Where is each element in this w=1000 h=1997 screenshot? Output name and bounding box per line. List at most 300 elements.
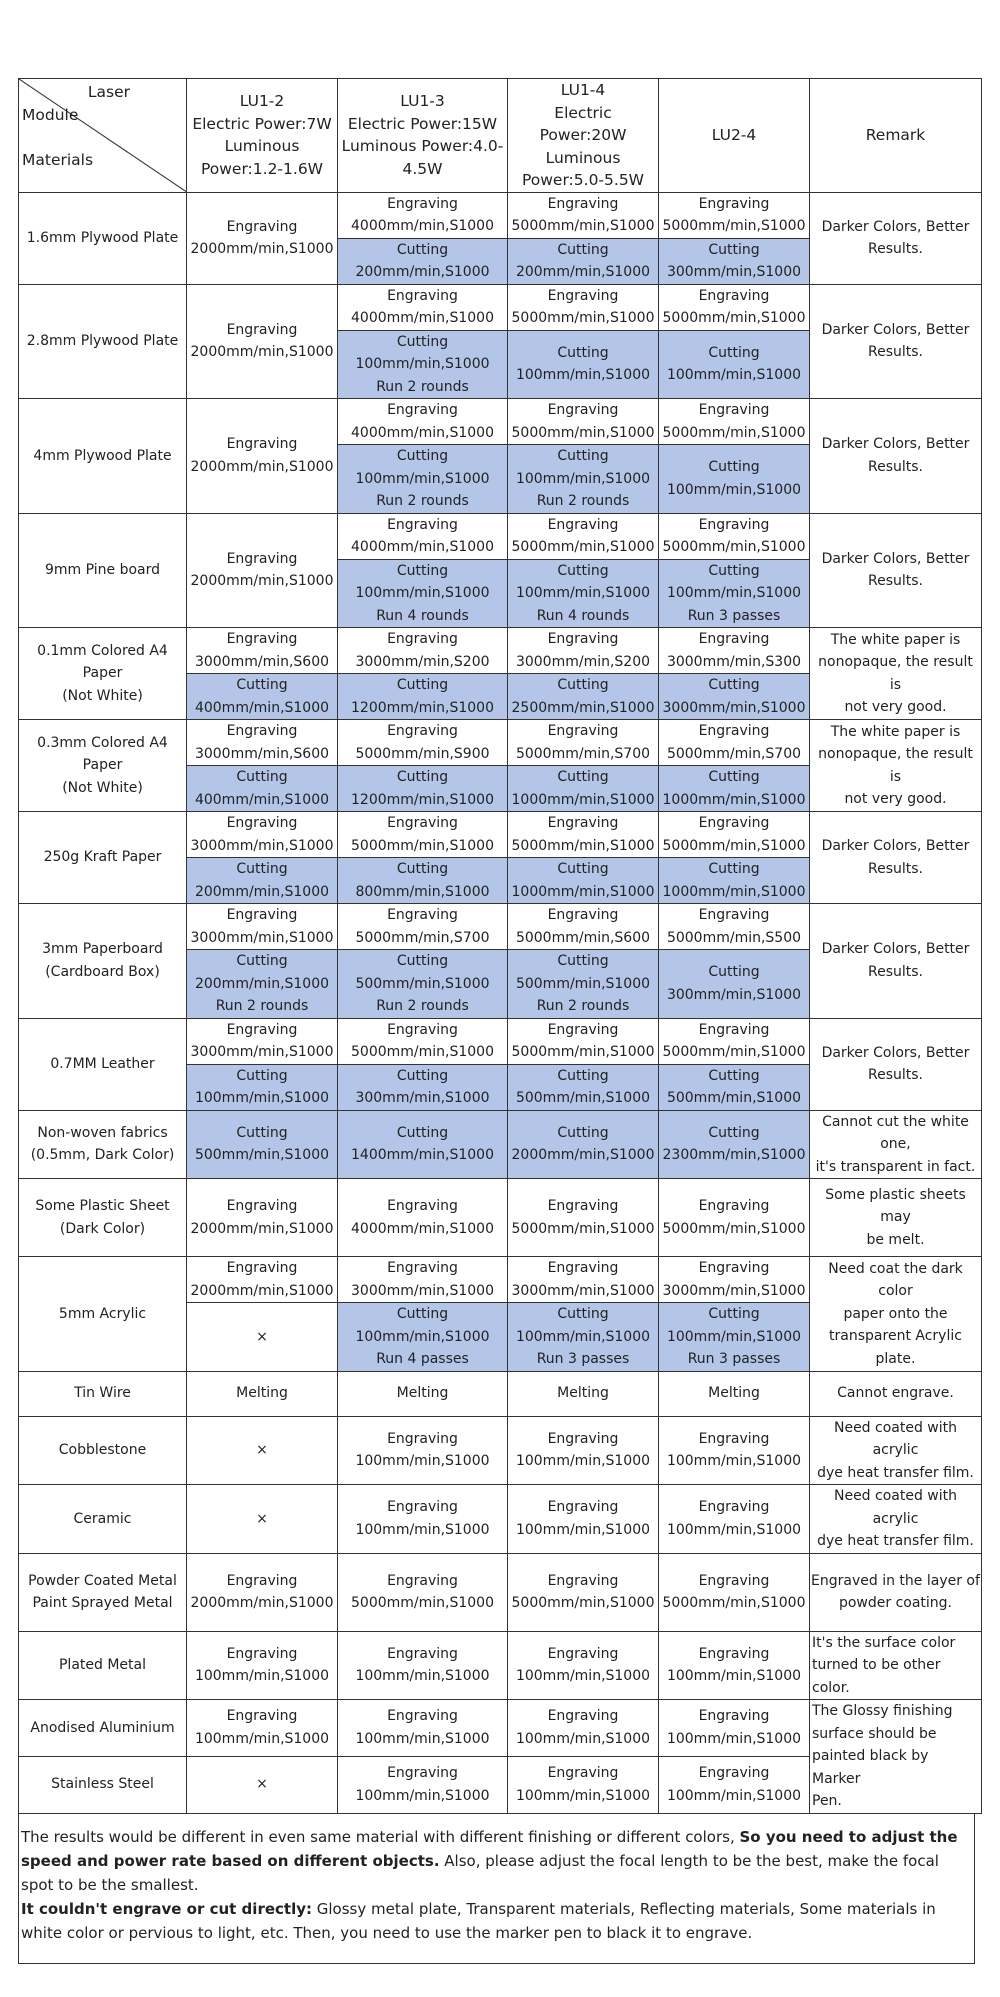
cell-line: (Not White): [62, 687, 143, 704]
settings-sheet: [18, 78, 981, 1964]
cell-line: Run 2 rounds: [376, 998, 469, 1014]
material-cell: [19, 1756, 187, 1813]
cell-line: Engraving: [547, 1572, 619, 1589]
cell-line: 0.1mm Colored A4: [37, 642, 168, 659]
material-cell: [19, 1631, 187, 1700]
cell-line: Electric Power:7W: [192, 114, 332, 133]
cell-line: Cutting: [396, 1067, 449, 1084]
cell-line: Electric Power:20W: [539, 103, 627, 144]
cell-line: 5000mm/min,S1000: [511, 1220, 655, 1237]
cell-line: Run 2 rounds: [215, 998, 309, 1014]
cell-line: 3000mm/min,S1000: [190, 837, 334, 854]
cell-line: 1200mm/min,S1000: [351, 791, 494, 808]
cell-line: Luminous: [224, 137, 300, 156]
cell-line: Cobblestone: [58, 1442, 147, 1458]
cell-line: (0.5mm, Dark Color): [30, 1147, 175, 1164]
cell-line: 800mm/min,S1000: [355, 883, 490, 900]
cell-line: 4000mm/min,S1000: [351, 1220, 494, 1237]
cell-line: Cutting: [708, 241, 760, 258]
cell-line: Cutting: [396, 241, 449, 258]
cell-line: The Glossy finishing: [812, 1703, 953, 1719]
cell-line: 100mm/min,S1000: [515, 367, 651, 384]
cell-line: Cutting: [708, 677, 760, 693]
cell-line: 3000mm/min,S200: [515, 653, 651, 670]
cell-line: 5000mm/min,S1000: [351, 1595, 494, 1611]
cell-line: Need coat the dark color: [828, 1260, 963, 1299]
material-cell: [19, 399, 187, 514]
cell-line: Engraving: [387, 631, 458, 647]
cell-line: Results.: [867, 344, 923, 361]
cell-line: Cutting: [708, 562, 760, 579]
cell-line: 0.7MM Leather: [50, 1055, 155, 1072]
cell-line: Darker Colors, Better: [821, 321, 970, 338]
cell-line: Run 3 passes: [687, 607, 781, 624]
cell-line: 1000mm/min,S1000: [662, 791, 806, 808]
remark-cell: [810, 720, 982, 812]
cell-line: 200mm/min,S1000: [194, 883, 330, 900]
remark-cell: [810, 1553, 982, 1631]
cutting-setting-cell: [338, 766, 508, 812]
cell-line: 100mm/min,S1000: [666, 1521, 802, 1538]
cell-line: be melt.: [866, 1231, 925, 1248]
cell-line: 100mm/min,S1000: [666, 1453, 802, 1470]
cutting-setting-cell: [508, 950, 659, 1019]
cell-line: Engraving: [698, 1260, 770, 1276]
remark-cell: [810, 812, 982, 904]
remark-cell: [810, 399, 982, 514]
cell-line: Engraving: [226, 1260, 298, 1276]
cell-line: Cutting: [396, 769, 449, 785]
cell-line: Engraving: [387, 1021, 458, 1038]
cell-line: Cutting: [396, 1124, 449, 1141]
engraving-setting-cell: [338, 628, 508, 674]
engraving-setting-cell: [187, 1631, 338, 1700]
cell-line: Melting: [557, 1385, 609, 1402]
cutting-setting-cell: [338, 559, 508, 628]
cell-line: Plated Metal: [58, 1657, 146, 1673]
remark-cell: [810, 1700, 982, 1814]
cell-line: Cutting: [557, 241, 609, 258]
cell-line: 5000mm/min,S700: [666, 745, 802, 762]
cell-line: 100mm/min,S1000: [194, 1668, 330, 1685]
cell-line: Engraving: [387, 195, 458, 212]
table-row: [19, 1110, 982, 1179]
cell-line: Engraving: [387, 1198, 458, 1214]
cell-line: 2000mm/min,S1000: [190, 241, 334, 257]
cell-line: Engraving: [226, 1572, 298, 1589]
remark-cell: [810, 1179, 982, 1257]
cell-line: Cutting: [396, 677, 449, 693]
table-row: [19, 1257, 982, 1303]
cell-line: Melting: [708, 1385, 760, 1402]
engraving-setting-cell: [659, 284, 810, 330]
cell-line: 2000mm/min,S1000: [190, 573, 334, 590]
cutting-setting-cell: [659, 858, 810, 904]
remark-cell: [810, 628, 982, 720]
engraving-setting-cell: [187, 399, 338, 514]
column-header-remark: [810, 79, 982, 193]
cell-line: 5000mm/min,S1000: [662, 218, 806, 234]
cell-line: Engraving: [698, 1765, 770, 1782]
cell-line: Cutting: [557, 1124, 609, 1141]
cutting-setting-cell: [508, 766, 659, 812]
cell-line: 1200mm/min,S1000: [351, 699, 494, 716]
cell-line: Engraving: [387, 402, 458, 418]
cell-line: ×: [256, 1510, 268, 1527]
material-cell: [19, 628, 187, 720]
cell-line: Cutting: [557, 344, 609, 361]
column-header-lu1-2: [187, 79, 338, 193]
cell-line: Cutting: [708, 1306, 760, 1322]
cell-line: paper onto the: [843, 1305, 948, 1322]
cell-line: Darker Colors, Better: [821, 838, 970, 854]
cell-line: 100mm/min,S1000: [666, 1668, 802, 1685]
cell-line: Cutting: [396, 448, 449, 464]
engraving-setting-cell: [659, 1416, 810, 1485]
cell-line: Engraving: [547, 907, 619, 923]
cell-line: Engraving: [226, 1198, 298, 1214]
cell-line: 4000mm/min,S1000: [351, 310, 494, 326]
cell-line: 500mm/min,S1000: [194, 1147, 330, 1164]
cell-line: Electric Power:15W: [347, 114, 498, 133]
cell-line: Engraving: [226, 1708, 298, 1725]
cell-line: Cutting: [708, 964, 760, 981]
engraving-setting-cell: [338, 1631, 508, 1700]
cell-line: Cutting: [236, 769, 288, 785]
cutting-setting-cell: [659, 950, 810, 1019]
cell-line: Engraving: [226, 1021, 298, 1038]
cell-line: 5000mm/min,S1000: [511, 218, 655, 234]
engraving-setting-cell: [338, 720, 508, 766]
cutting-setting-cell: [508, 858, 659, 904]
table-row: [19, 1631, 982, 1700]
engraving-setting-cell: [338, 192, 508, 238]
cell-line: 100mm/min,S1000: [515, 1787, 651, 1804]
column-header-lu1-4: [508, 79, 659, 193]
cell-line: Engraving: [226, 550, 298, 567]
cell-line: Engraving: [226, 631, 298, 647]
cell-line: Engraving: [387, 516, 458, 533]
cell-line: The white paper is: [830, 631, 961, 648]
engraving-setting-cell: [508, 284, 659, 330]
material-cell: [19, 1018, 187, 1110]
material-cell: [19, 513, 187, 628]
engraving-setting-cell: [659, 1257, 810, 1303]
cell-line: 100mm/min,S1000: [355, 1453, 490, 1470]
cell-line: Cutting: [708, 344, 760, 361]
engraving-setting-cell: [659, 1371, 810, 1416]
corner-label-materials: Materials: [22, 151, 94, 169]
engraving-setting-cell: [187, 1371, 338, 1416]
engraving-setting-cell: [659, 812, 810, 858]
remark-cell: [810, 904, 982, 1019]
cell-line: 4.5W: [402, 159, 443, 178]
cell-line: Cutting: [557, 677, 609, 693]
material-cell: [19, 1553, 187, 1631]
engraving-setting-cell: [338, 1756, 508, 1813]
cell-line: 5000mm/min,S1000: [662, 1220, 806, 1237]
cell-line: Engraving: [698, 402, 770, 418]
cell-line: Engraving: [547, 1021, 619, 1038]
cell-line: 5mm Acrylic: [58, 1305, 147, 1322]
table-row: [19, 1179, 982, 1257]
table-row: [19, 1485, 982, 1554]
remark-cell: [810, 513, 982, 628]
cell-line: 100mm/min,S1000: [194, 1090, 330, 1106]
cell-line: Engraving: [547, 1198, 619, 1214]
cell-line: 100mm/min,S1000: [515, 585, 651, 601]
cell-line: 5000mm/min,S1000: [662, 1595, 806, 1611]
cutting-setting-cell: [187, 858, 338, 904]
engraving-setting-cell: [338, 399, 508, 445]
engraving-setting-cell: [659, 1756, 810, 1813]
cell-line: Engraving: [698, 723, 770, 739]
engraving-setting-cell: [338, 1416, 508, 1485]
cell-line: 5000mm/min,S700: [515, 745, 651, 762]
material-cell: [19, 812, 187, 904]
cell-line: 300mm/min,S1000: [355, 1090, 490, 1106]
cell-line: (Dark Color): [59, 1220, 146, 1237]
remark-cell: [810, 1257, 982, 1372]
engraving-setting-cell: [508, 904, 659, 950]
cell-line: not very good.: [844, 699, 947, 715]
engraving-setting-cell: [338, 1179, 508, 1257]
cell-line: Darker Colors, Better: [821, 218, 970, 235]
cell-line: Need coated with acrylic: [833, 1419, 958, 1458]
cutting-setting-cell: [659, 1110, 810, 1179]
cutting-setting-cell: [187, 674, 338, 720]
cell-line: Cutting: [236, 861, 288, 877]
cutting-setting-cell: [659, 445, 810, 514]
cell-line: Run 3 passes: [687, 1351, 781, 1367]
cell-line: It's the surface color: [812, 1634, 956, 1651]
remark-cell: [810, 1110, 982, 1179]
engraving-setting-cell: [508, 1553, 659, 1631]
cutting-setting-cell: [659, 559, 810, 628]
cell-line: 5000mm/min,S700: [355, 929, 490, 946]
cell-line: powder coating.: [838, 1595, 953, 1611]
cell-line: 4000mm/min,S1000: [351, 424, 494, 441]
engraving-setting-cell: [508, 720, 659, 766]
engraving-setting-cell: [659, 1631, 810, 1700]
cell-line: Results.: [867, 963, 923, 980]
cutting-setting-cell: [338, 1064, 508, 1110]
cell-line: Cutting: [557, 861, 609, 877]
cell-line: 100mm/min,S1000: [515, 1668, 651, 1685]
cell-line: Engraving: [698, 195, 770, 212]
cell-line: nonopaque, the result is: [818, 654, 973, 693]
cell-line: Cutting: [236, 677, 288, 693]
cell-line: 100mm/min,S1000: [355, 1668, 490, 1685]
cell-line: 2000mm/min,S1000: [190, 1220, 334, 1237]
cutting-setting-cell: [187, 950, 338, 1019]
cutting-setting-cell: [338, 858, 508, 904]
cell-line: 3mm Paperboard: [42, 941, 163, 958]
engraving-setting-cell: [659, 399, 810, 445]
cell-line: Cutting: [708, 861, 760, 877]
material-cell: [19, 1485, 187, 1554]
cell-line: Engraving: [547, 1260, 619, 1276]
engraving-setting-cell: [508, 1485, 659, 1554]
cell-line: Results.: [867, 458, 923, 475]
cell-line: 5000mm/min,S1000: [511, 424, 655, 441]
table-header-row: [19, 79, 982, 193]
cell-line: Cutting: [396, 1306, 449, 1322]
cutting-setting-cell: [338, 1303, 508, 1372]
cell-line: Engraving: [698, 1645, 770, 1662]
cell-line: Engraving: [226, 907, 298, 923]
cell-line: Cutting: [708, 769, 760, 785]
engraving-setting-cell: [659, 1700, 810, 1757]
cell-line: 5000mm/min,S1000: [662, 837, 806, 854]
engraving-setting-cell: [338, 904, 508, 950]
cell-line: dye heat transfer film.: [817, 1533, 974, 1549]
cell-line: Tin Wire: [74, 1385, 131, 1402]
cell-line: Engraving: [547, 287, 619, 304]
cell-line: Darker Colors, Better: [821, 436, 970, 453]
cell-line: Results.: [867, 573, 923, 590]
corner-label-module: Module: [22, 106, 79, 124]
cell-line: Darker Colors, Better: [821, 550, 970, 567]
cell-line: Engraving: [698, 1198, 770, 1214]
cell-line: Engraving: [547, 1430, 619, 1447]
cell-line: Engraving: [698, 907, 770, 923]
engraving-setting-cell: [187, 284, 338, 399]
cell-line: surface should be: [812, 1725, 937, 1742]
engraving-setting-cell: [659, 720, 810, 766]
engraving-setting-cell: [338, 1700, 508, 1757]
material-cell: [19, 284, 187, 399]
cell-line: dye heat transfer film.: [817, 1464, 974, 1481]
cutting-setting-cell: [508, 238, 659, 284]
cutting-setting-cell: [508, 1303, 659, 1372]
engraving-setting-cell: [338, 513, 508, 559]
cell-line: Run 2 rounds: [376, 378, 469, 395]
cell-line: 2300mm/min,S1000: [662, 1147, 806, 1164]
cell-line: Cutting: [396, 562, 449, 579]
cell-line: 1000mm/min,S1000: [511, 791, 655, 808]
engraving-setting-cell: [508, 628, 659, 674]
remark-cell: [810, 284, 982, 399]
cell-line: Engraving: [547, 723, 619, 739]
table-row: [19, 284, 982, 330]
cell-line: 100mm/min,S1000: [666, 1328, 802, 1345]
cell-line: Cannot cut the white one,: [822, 1113, 969, 1152]
cell-line: 5000mm/min,S600: [515, 929, 651, 946]
cell-line: 100mm/min,S1000: [194, 1730, 330, 1747]
cell-line: Engraving: [387, 723, 458, 739]
cutting-setting-cell: [659, 1303, 810, 1372]
cutting-setting-cell: [508, 1064, 659, 1110]
table-row: [19, 812, 982, 858]
cell-line: 100mm/min,S1000: [355, 1328, 490, 1345]
engraving-setting-cell: [508, 1416, 659, 1485]
cell-line: Results.: [867, 860, 923, 877]
cell-line: 100mm/min,S1000: [515, 1521, 651, 1538]
table-row: [19, 1553, 982, 1631]
engraving-setting-cell: [659, 192, 810, 238]
cell-line: (Not White): [62, 779, 143, 796]
cell-line: Engraving: [226, 218, 298, 235]
cell-line: 300mm/min,S1000: [666, 264, 802, 280]
cell-line: Engraving: [698, 287, 770, 304]
engraving-setting-cell: [659, 513, 810, 559]
cell-line: Melting: [396, 1385, 449, 1402]
cell-line: 100mm/min,S1000: [666, 481, 802, 498]
cell-line: Cutting: [236, 1067, 288, 1084]
engraving-setting-cell: [508, 1756, 659, 1813]
cell-line: Engraving: [698, 1499, 770, 1516]
cutting-setting-cell: [659, 1064, 810, 1110]
material-cell: [19, 904, 187, 1019]
cell-line: 5000mm/min,S1000: [662, 539, 806, 555]
cell-line: painted black by Marker: [812, 1748, 929, 1787]
engraving-setting-cell: [187, 904, 338, 950]
note-bold-1: So you need to adjust the speed and power rate based on different objects.: [21, 1827, 958, 1870]
cutting-setting-cell: [508, 330, 659, 399]
not-supported-cell: [187, 1756, 338, 1813]
cell-line: Engraving: [387, 1765, 458, 1782]
engraving-setting-cell: [187, 1018, 338, 1064]
table-row: [19, 1416, 982, 1485]
engraving-setting-cell: [338, 1485, 508, 1554]
material-cell: [19, 1371, 187, 1416]
cell-line: Anodised Aluminium: [30, 1719, 175, 1736]
table-row: [19, 628, 982, 674]
cell-line: Run 2 rounds: [536, 998, 630, 1014]
cell-line: Engraving: [387, 907, 458, 923]
engraving-setting-cell: [508, 812, 659, 858]
table-body: [19, 192, 982, 1813]
cell-line: Engraving: [547, 1645, 619, 1662]
cell-line: Engraving: [698, 1708, 770, 1725]
cell-line: 5000mm/min,S1000: [662, 310, 806, 326]
cell-line: Run 3 passes: [536, 1351, 630, 1367]
cell-line: 5000mm/min,S1000: [511, 1044, 655, 1060]
cell-line: Engraving: [547, 195, 619, 212]
cutting-setting-cell: [338, 330, 508, 399]
engraving-setting-cell: [187, 628, 338, 674]
cell-line: Some plastic sheets may: [825, 1186, 966, 1226]
cell-line: Non-woven fabrics: [37, 1124, 168, 1141]
engraving-setting-cell: [187, 1257, 338, 1303]
cell-line: LU1-3: [400, 92, 445, 111]
note-text-2: Also, please adjust the focal length to be the best, make the focal spot to be the smallest.: [21, 1851, 939, 1894]
cell-line: ×: [256, 1776, 268, 1793]
cell-line: LU2-4: [711, 126, 757, 144]
note-text-1: The results would be different in even same material with different finishing or different colors,: [21, 1827, 740, 1846]
cell-line: Cutting: [708, 459, 760, 476]
cell-line: Cutting: [557, 1067, 609, 1084]
cell-line: 2.8mm Plywood Plate: [26, 333, 179, 349]
cell-line: 5000mm/min,S1000: [662, 424, 806, 441]
cell-line: Engraving: [226, 815, 298, 831]
engraving-setting-cell: [187, 1179, 338, 1257]
cell-line: Engraving: [387, 815, 458, 831]
cell-line: Engraving: [547, 1708, 619, 1725]
column-header-lu1-3: [338, 79, 508, 193]
cell-line: 5000mm/min,S1000: [511, 310, 655, 326]
corner-label-laser: Laser: [87, 83, 130, 101]
cell-line: Engraving: [387, 1499, 458, 1516]
cutting-setting-cell: [659, 330, 810, 399]
cell-line: nonopaque, the result is: [818, 746, 973, 785]
material-cell: [19, 1416, 187, 1485]
table-row: [19, 513, 982, 559]
not-supported-cell: [187, 1485, 338, 1554]
column-header-lu2-4: [659, 79, 810, 193]
cell-line: Cutting: [708, 1124, 760, 1141]
